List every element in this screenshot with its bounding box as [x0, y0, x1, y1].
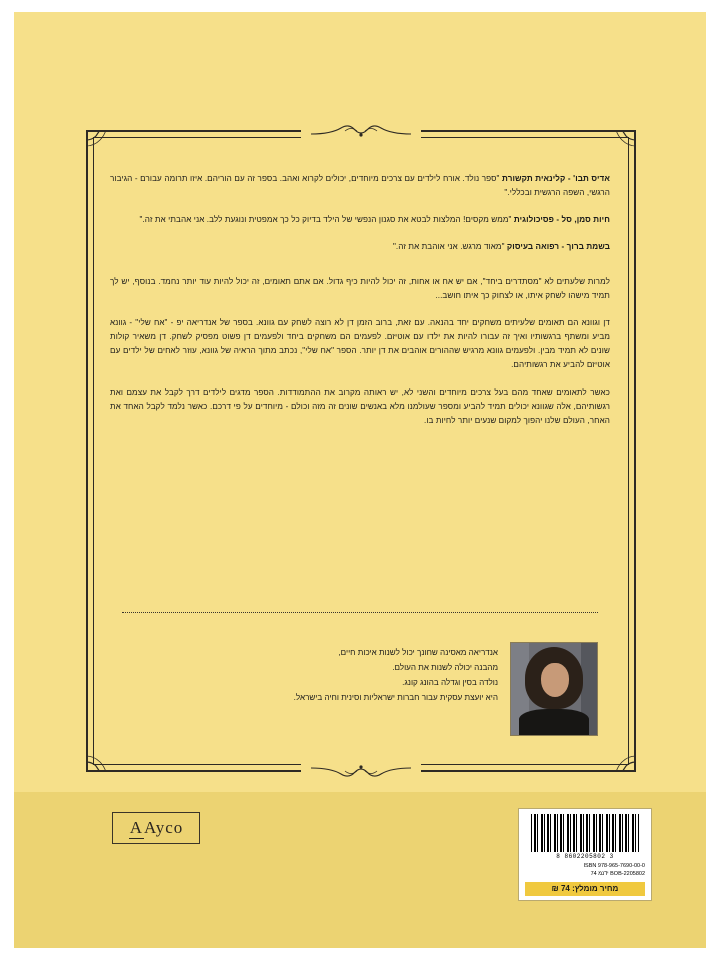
barcode-meta-line-2: BOB-2205802 ידנמ 74 [590, 871, 645, 878]
corner-ornament-icon [86, 746, 112, 772]
author-portrait-photo [510, 642, 598, 736]
book-back-cover [14, 12, 706, 948]
publisher-logo-text [129, 818, 184, 839]
publisher-logo-mark: A [129, 817, 143, 837]
endorsement-3 [110, 240, 610, 254]
section-divider [122, 612, 598, 613]
author-bio-line-4: היא יועצת עסקית עבור חברות ישראליות וסינית וחיה בישראל. [293, 692, 498, 702]
author-bio [122, 642, 498, 706]
endorsement-2-name: חיות סמן, סל - פסיכולוגית [513, 214, 610, 224]
paragraph-2: דן וגוונא הם תאומים שלעיתים משחקים יחד בהנאה. עם זאת, ברוב הזמן דן לא רוצה לשחק עם גוונא. בספר של אנדריאה יפ - "אח שלי" - גוונא מביע ומשתף ברגשותיו ואיך זה עבורו להיות את ילדו עם אוטיזם. לפעמים הם משחקים ביחד ולפעמים דן פשוט מפסיק לשחק. דן משאיר קולות שונים לא תמיד מבין. ולפעמים גוונא מרגיש שההורים אוהבים את דן יותר. הספר "אח שלי", נכתב מתוך הראיה של גוונא, עוזר לאחים של ילדים עם אוטיזם להביע את רגשותיהם. [110, 318, 610, 370]
author-bio-line-1: אנדריאה מאסינה שחונך יכול לשנות איכות חיים, [338, 648, 498, 657]
barcode-meta [525, 862, 645, 879]
paragraph-1: למרות שלעתים לא "מסתדרים ביחד", אם יש אח או אחות, זה יכול להיות כיף גדול. אם אתם תאומים, זה יכול להיות עוד יותר נחמד. בנוסף, יש לך תמיד מישהו לשחק איתו, או לצחוק כך איתו חושב... [110, 276, 610, 300]
price-label: מחיר מומלץ: 74 ₪ [525, 882, 645, 896]
endorsement-2 [110, 213, 610, 227]
endorsement-1-name: אדיס תבו' - קלינאית תקשורת [502, 174, 610, 183]
flourish-ornament-top-icon [301, 118, 421, 144]
publisher-logo [112, 812, 200, 844]
endorsement-2-text: "ממש מקסים! המלצות לבטא את סגנון הנפשי של הילד בדיוק כל כך אמפטית ונוגעת ללב. אני אהבתי את זה." [139, 214, 512, 224]
barcode-bars [531, 814, 639, 852]
barcode-digits: 8 8602205802 3 [556, 853, 614, 860]
author-bio-line-3: נולדה בסין וגדלה בהונג קונג. [402, 677, 498, 687]
endorsement-3-name: בשמת ברוך - רפואה בעיסוק [506, 241, 610, 251]
barcode-block [518, 808, 652, 901]
endorsement-1 [110, 172, 610, 200]
author-section [122, 642, 598, 736]
flourish-ornament-bottom-icon [301, 758, 421, 784]
corner-ornament-icon [86, 130, 112, 156]
corner-ornament-icon [610, 746, 636, 772]
paragraph-3: כאשר לתאומים שאחד מהם בעל צרכים מיוחדים והשני לא, יש ראותה מקרוב את ההתמודדות. הספר מדגים לילדים דרך לקבל את עצמם ואת רגשותיהם, אלה שגוונא יכולים תמיד להביע ומספר שעולמנו מלא באנשים שונים זה מזה וכולם - מיוחדים על פי דרכם. כאשר נלמד לקבל האחד את האחר, העולם שלנו יהפוך למקום שנעים יותר לחיות בו. [110, 388, 610, 425]
author-bio-line-2: מהבנה יכולה לשנות את העולם. [392, 662, 498, 672]
back-cover-text [110, 172, 610, 442]
endorsement-3-text: "מאוד מרגש. אני אוהבת את זה." [392, 241, 505, 251]
endorsement-1-text: "ספר נולד. אורח לילדים עם צרכים מיוחדים, יכולים לקרוא ואהב. בספר זה עם הוריהם. איזו תרומה עבורם - הגיבור הרגשי, השפה הרגשית ובכללי." [110, 174, 610, 197]
barcode-meta-line-1: ISBN 978-965-7690-00-0 [583, 863, 645, 869]
corner-ornament-icon [610, 130, 636, 156]
publisher-logo-name: Ayco [144, 817, 184, 837]
